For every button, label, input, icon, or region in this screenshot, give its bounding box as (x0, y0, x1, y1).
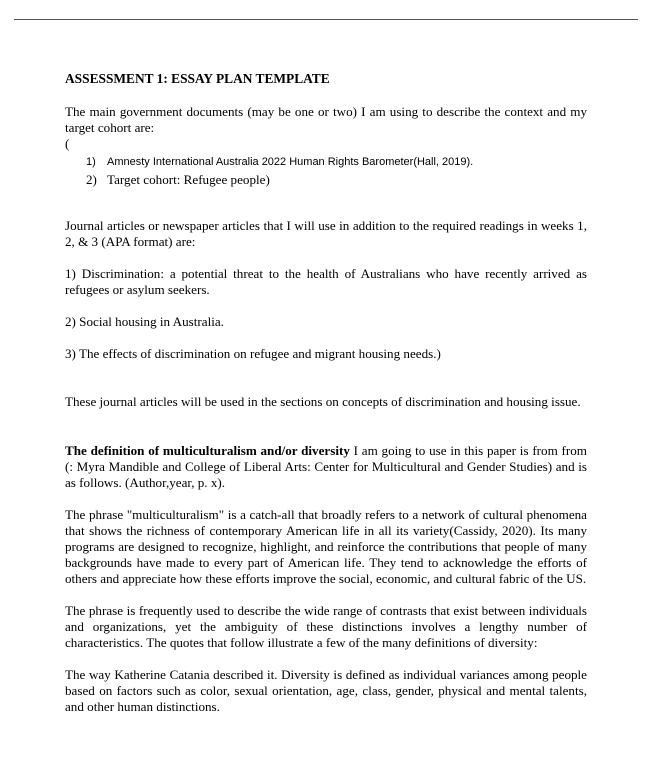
journal-item: 2) Social housing in Australia. (65, 314, 224, 329)
journal-item: 1) Discrimination: a potential threat to the health of Australians who have recently arrived as refugees or asylum seekers. (65, 266, 587, 297)
list-item (65, 172, 587, 188)
body-paragraph: The phrase is frequently used to describe the wide range of contrasts that exist between individuals and organizations, yet the ambiguity of these distinctions involves a lengthy number of characteristics. The quotes that follow illustrate a few of the many definitions of diversity: (65, 603, 587, 650)
definition-heading: The definition of multiculturalism and/or diversity (65, 443, 350, 458)
definition-text: I am going to use in this paper is from from (: Myra Mandible and College of Liberal Arts: Center for Multicultural and Gender Studies) and is as follows. (Author,year, p. x). (65, 443, 587, 490)
page-title: ASSESSMENT 1: ESSAY PLAN TEMPLATE (65, 71, 330, 86)
documents-list (65, 152, 587, 188)
journals-usage: These journal articles will be used in the sections on concepts of discrimination and housing issue. (65, 394, 581, 409)
journal-item: 3) The effects of discrimination on refugee and migrant housing needs.) (65, 346, 441, 361)
body-paragraph: The phrase "multiculturalism" is a catch-all that broadly refers to a network of cultural phenomena that shows the richness of contemporary American life in all its variety(Cassidy, 2020). Its many programs are designed to recognize, highlight, and reinforce the contributions that people of many backgrounds have made to every part of American life. They tend to acknowledge the efforts of others and appreciate how these efforts improve the social, economic, and cultural fabric of the US. (65, 507, 587, 586)
body-paragraph: The way Katherine Catania described it. Diversity is defined as individual variances among people based on factors such as color, sexual orientation, age, class, gender, physical and mental talents, and other human distinctions. (65, 667, 587, 714)
document-body (65, 71, 587, 715)
definition-paragraph (65, 443, 587, 491)
intro-paragraph: The main government documents (may be one or two) I am using to describe the context and my target cohort are: (65, 104, 587, 135)
header-rule (14, 19, 638, 20)
list-item (65, 152, 587, 170)
intro-paren: ( (65, 136, 70, 151)
journals-intro: Journal articles or newspaper articles that I will use in addition to the required readings in weeks 1, 2, & 3 (APA format) are: (65, 218, 587, 249)
list-item-text: Amnesty International Australia 2022 Human Rights Barometer(Hall, 2019). (107, 156, 474, 168)
list-item-number: 1) (86, 156, 96, 168)
list-item-text: Target cohort: Refugee people) (107, 172, 270, 187)
list-item-number: 2) (86, 172, 97, 187)
